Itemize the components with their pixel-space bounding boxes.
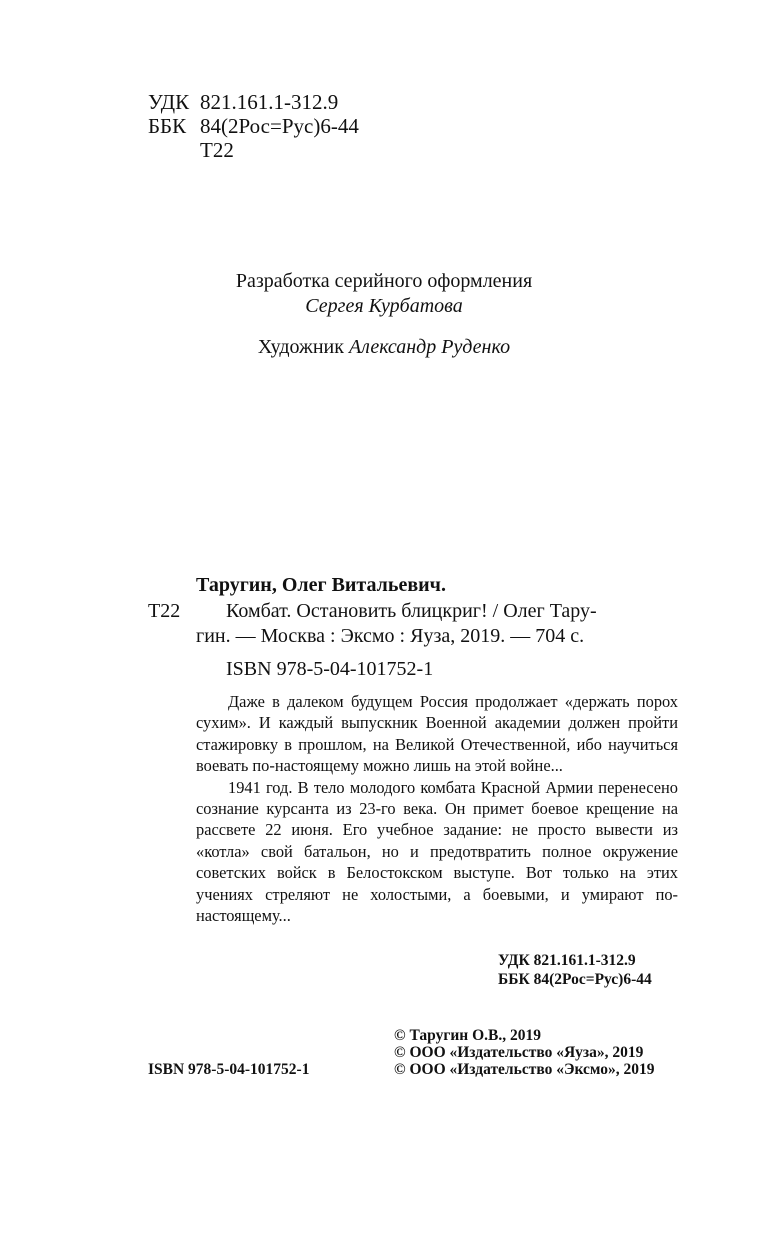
footer-bbk: ББК 84(2Рос=Рус)6-44 [498, 971, 652, 988]
author-heading: Таругин, Олег Витальевич. [196, 574, 446, 596]
udk-label: УДК [148, 90, 190, 114]
series-designer-name: Сергея Курбатова [305, 295, 463, 317]
annotation-paragraph: 1941 год. В тело молодого комбата Красной Армии перенесено сознание курсанта из 23-го века. Он примет боевое крещение на рассвете 22 июня. Его учебное задание: не просто вывести из «котла» свой батальон, но и предотвратить полное окружение советских войск в Белостокском выступе. Вот только на этих учениях стреляют не холостыми, а боевыми, и умирают по-настоящему... [196, 777, 678, 926]
artist-label: Художник [257, 336, 344, 358]
udk-value: 821.161.1-312.9 [200, 90, 339, 114]
footer-isbn: ISBN 978-5-04-101752-1 [148, 1061, 310, 1078]
bbk-label: ББК [148, 114, 187, 138]
udk-line [148, 90, 338, 114]
bbk-value: 84(2Рос=Рус)6-44 [200, 114, 359, 138]
bib-title-line1: Комбат. Остановить блицкриг! / Олег Тару- [226, 600, 597, 622]
author-sign-top: Т22 [200, 138, 234, 162]
footer-udk: УДК 821.161.1-312.9 [498, 952, 636, 969]
artist-name: Александр Руденко [348, 336, 511, 358]
series-design-label: Разработка серийного оформления [235, 270, 533, 292]
annotation [196, 691, 678, 926]
bib-isbn: ISBN 978-5-04-101752-1 [226, 658, 434, 680]
copyright-yauza: © ООО «Издательство «Яуза», 2019 [394, 1044, 644, 1061]
bib-sign: Т22 [148, 600, 181, 622]
bib-title-line2: гин. — Москва : Эксмо : Яуза, 2019. — 704 с. [196, 625, 585, 647]
artist-line [0, 336, 768, 359]
copyright-author: © Таругин О.В., 2019 [394, 1027, 541, 1044]
bbk-line [148, 114, 359, 138]
annotation-paragraph: Даже в далеком будущем Россия продолжает «держать порох сухим». И каждый выпускник Военной академии должен пройти стажировку в прошлом, на Великой Отечественной, ибо научиться воевать по-настоящему можно лишь на этой войне... [196, 692, 678, 776]
copyright-eksmo: © ООО «Издательство «Эксмо», 2019 [394, 1061, 655, 1078]
